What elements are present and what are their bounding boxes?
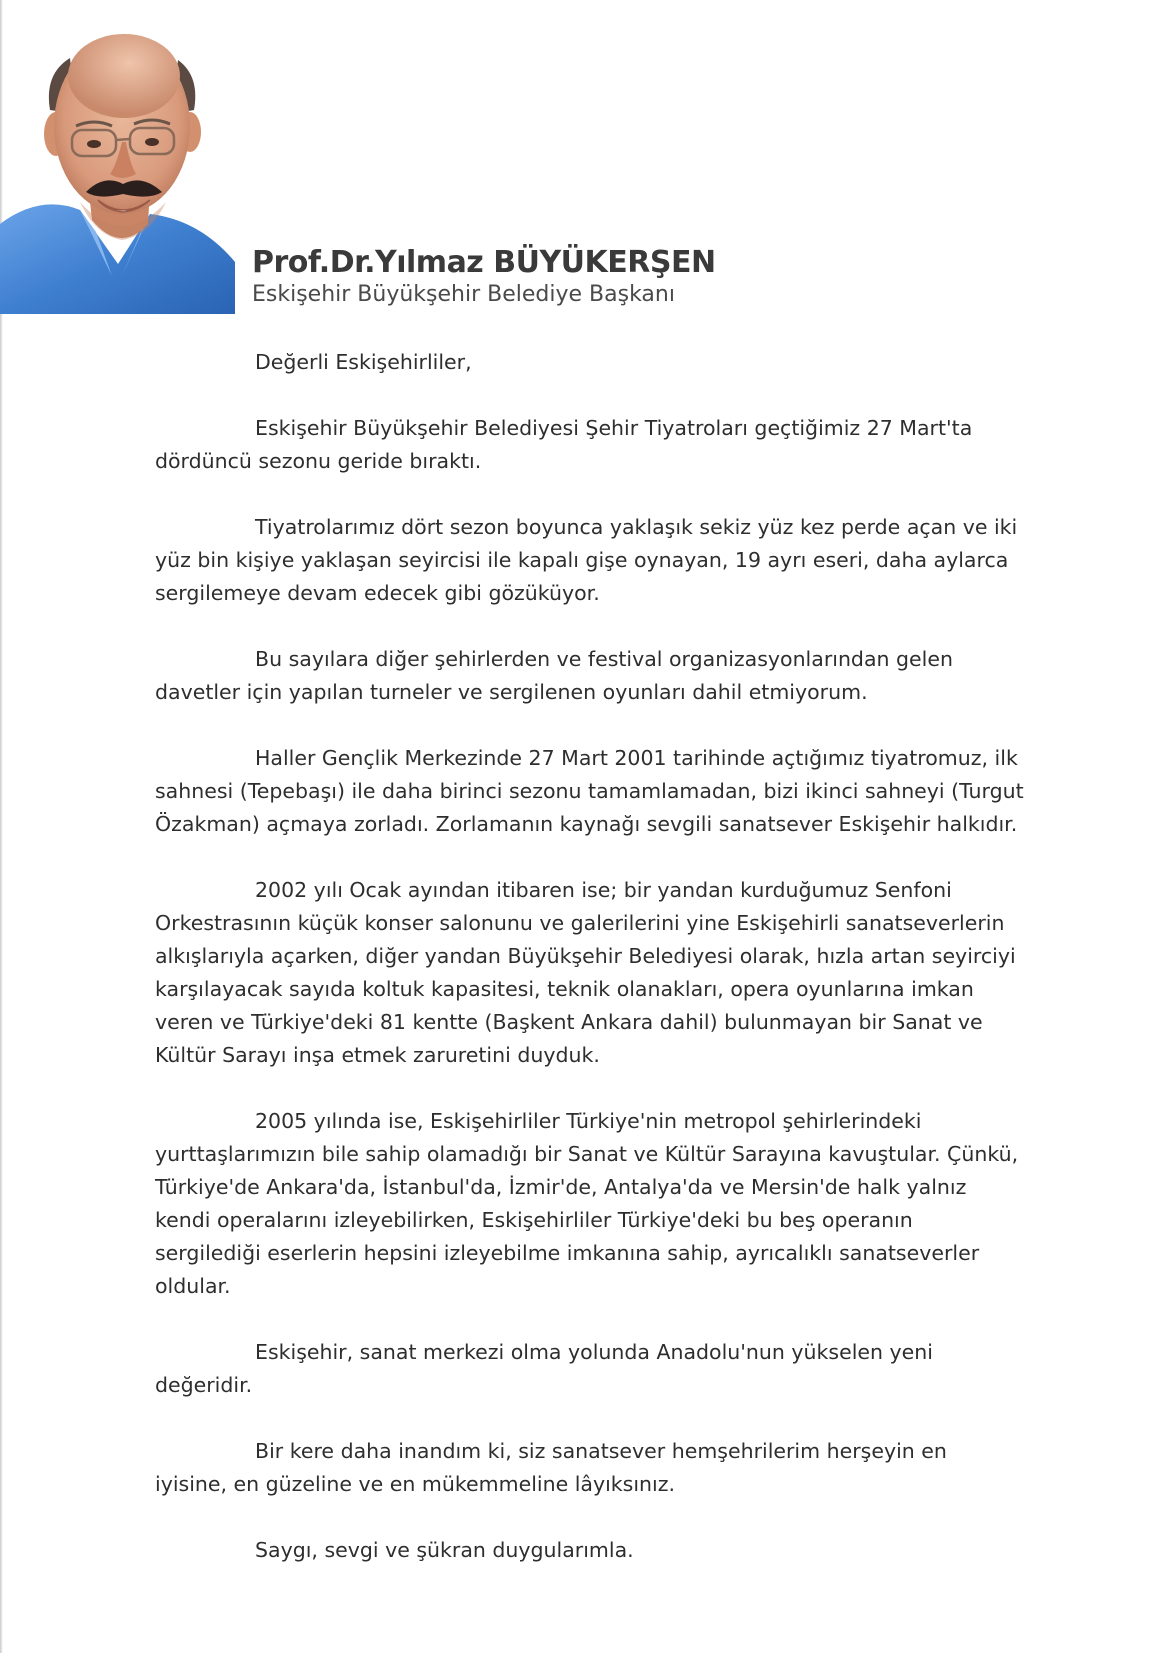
author-title: Eskişehir Büyükşehir Belediye Başkanı: [252, 282, 675, 307]
letter-body: [155, 346, 1025, 1567]
closing: Saygı, sevgi ve şükran duygularımla.: [255, 1538, 634, 1562]
paragraph: Eskişehir Büyükşehir Belediyesi Şehir Tiyatroları geçtiğimiz 27 Mart'ta dördüncü sezonu geride bıraktı.: [155, 416, 973, 473]
portrait-photo: [0, 14, 235, 314]
paragraph: 2002 yılı Ocak ayından itibaren ise; bir yandan kurduğumuz Senfoni Orkestrasının küçük konser salonunu ve galerilerini yine Eskişehirli sanatseverlerin alkışlarıyla açarken, diğer yandan Büyükşehir Belediyesi olarak, hızla artan seyirciyi karşılayacak sayıda koltuk kapasitesi, teknik olanakları, opera oyunlarına imkan veren ve Türkiye'deki 81 kentte (Başkent Ankara dahil) bulunmayan bir Sanat ve Kültür Sarayı inşa etmek zaruretini duyduk.: [155, 878, 1016, 1067]
paragraph: Bu sayılara diğer şehirlerden ve festival organizasyonlarından gelen davetler için yapılan turneler ve sergilenen oyunları dahil etmiyorum.: [155, 647, 953, 704]
paragraph: Bir kere daha inandım ki, siz sanatsever hemşehrilerim herşeyin en iyisine, en güzeline ve en mükemmeline lâyıksınız.: [155, 1439, 947, 1496]
author-portrait: [0, 14, 235, 314]
paragraph: Haller Gençlik Merkezinde 27 Mart 2001 tarihinde açtığımız tiyatromuz, ilk sahnesi (Tepebaşı) ile daha birinci sezonu tamamlamadan, bizi ikinci sahneyi (Turgut Özakman) açmaya zorladı. Zorlamanın kaynağı sevgili sanatsever Eskişehir halkıdır.: [155, 746, 1024, 836]
paragraph: Eskişehir, sanat merkezi olma yolunda Anadolu'nun yükselen yeni değeridir.: [155, 1340, 933, 1397]
author-name: Prof.Dr.Yılmaz BÜYÜKERŞEN: [252, 245, 716, 280]
author-header: [252, 246, 1112, 310]
paragraph: Tiyatrolarımız dört sezon boyunca yaklaşık sekiz yüz kez perde açan ve iki yüz bin kişiye yaklaşan seyircisi ile kapalı gişe oynayan, 19 ayrı eseri, daha aylarca sergilemeye devam edecek gibi gözüküyor.: [155, 515, 1018, 605]
salutation: Değerli Eskişehirliler,: [255, 350, 472, 374]
paragraph: 2005 yılında ise, Eskişehirliler Türkiye'nin metropol şehirlerindeki yurttaşlarımızın bile sahip olamadığı bir Sanat ve Kültür Sarayına kavuştular. Çünkü, Türkiye'de Ankara'da, İstanbul'da, İzmir'de, Antalya'da ve Mersin'de halk yalnız kendi operalarını izleyebilirken, Eskişehirliler Türkiye'deki bu beş operanın sergilediği eserlerin hepsini izleyebilme imkanına sahip, ayrıcalıklı sanatseverler oldular.: [155, 1109, 1019, 1298]
